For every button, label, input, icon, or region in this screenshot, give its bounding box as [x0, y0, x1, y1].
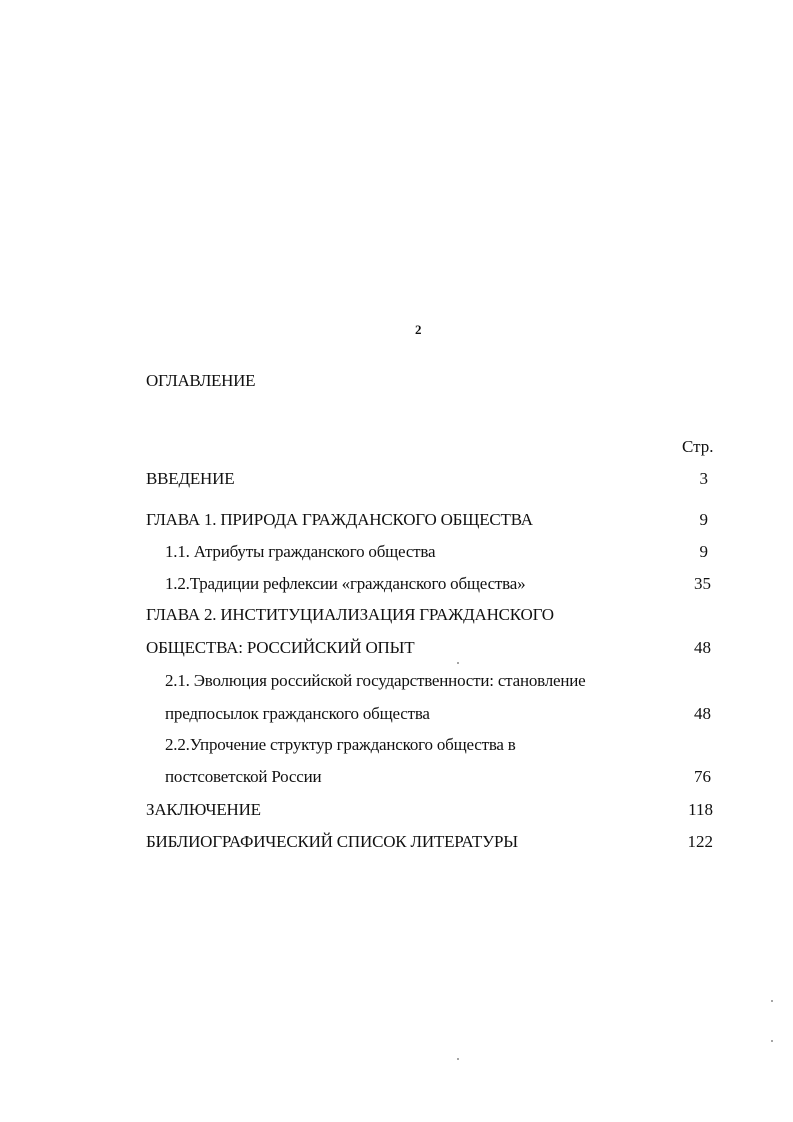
page-number: 2 — [415, 322, 422, 337]
toc-entry-section-2-2-line-2: постсоветской России — [165, 767, 322, 786]
scan-speck — [771, 1000, 773, 1002]
scan-speck — [457, 1058, 459, 1060]
toc-entry-section-2-2-line-1: 2.2.Упрочение структур гражданского общества в — [165, 735, 516, 754]
toc-page-chapter-1: 9 — [699, 510, 708, 529]
toc-page-section-2-2: 76 — [694, 767, 711, 786]
toc-heading: ОГЛАВЛЕНИЕ — [146, 371, 256, 390]
toc-page-bibliography: 122 — [687, 832, 713, 851]
toc-page-conclusion: 118 — [688, 800, 713, 819]
page-column-label: Стр. — [682, 437, 714, 456]
toc-page-introduction: 3 — [699, 469, 708, 488]
toc-page-section-2-1: 48 — [694, 704, 711, 723]
scan-speck — [457, 662, 459, 664]
toc-page-section-1-1: 9 — [699, 542, 708, 561]
toc-entry-chapter-1: ГЛАВА 1. ПРИРОДА ГРАЖДАНСКОГО ОБЩЕСТВА — [146, 510, 533, 529]
toc-entry-section-1-2: 1.2.Традиции рефлексии «гражданского общества» — [165, 574, 526, 593]
toc-entry-bibliography: БИБЛИОГРАФИЧЕСКИЙ СПИСОК ЛИТЕРАТУРЫ — [146, 832, 518, 851]
scan-speck — [771, 1040, 773, 1042]
toc-entry-chapter-2-line-1: ГЛАВА 2. ИНСТИТУЦИАЛИЗАЦИЯ ГРАЖДАНСКОГО — [146, 605, 554, 624]
toc-entry-section-2-1-line-1: 2.1. Эволюция российской государственности: становление — [165, 671, 586, 690]
toc-entry-chapter-2-line-2: ОБЩЕСТВА: РОССИЙСКИЙ ОПЫТ — [146, 638, 415, 657]
toc-page-section-1-2: 35 — [694, 574, 711, 593]
toc-entry-section-2-1-line-2: предпосылок гражданского общества — [165, 704, 430, 723]
toc-entry-section-1-1: 1.1. Атрибуты гражданского общества — [165, 542, 436, 561]
toc-entry-introduction: ВВЕДЕНИЕ — [146, 469, 235, 488]
toc-entry-conclusion: ЗАКЛЮЧЕНИЕ — [146, 800, 261, 819]
toc-page-chapter-2: 48 — [694, 638, 711, 657]
